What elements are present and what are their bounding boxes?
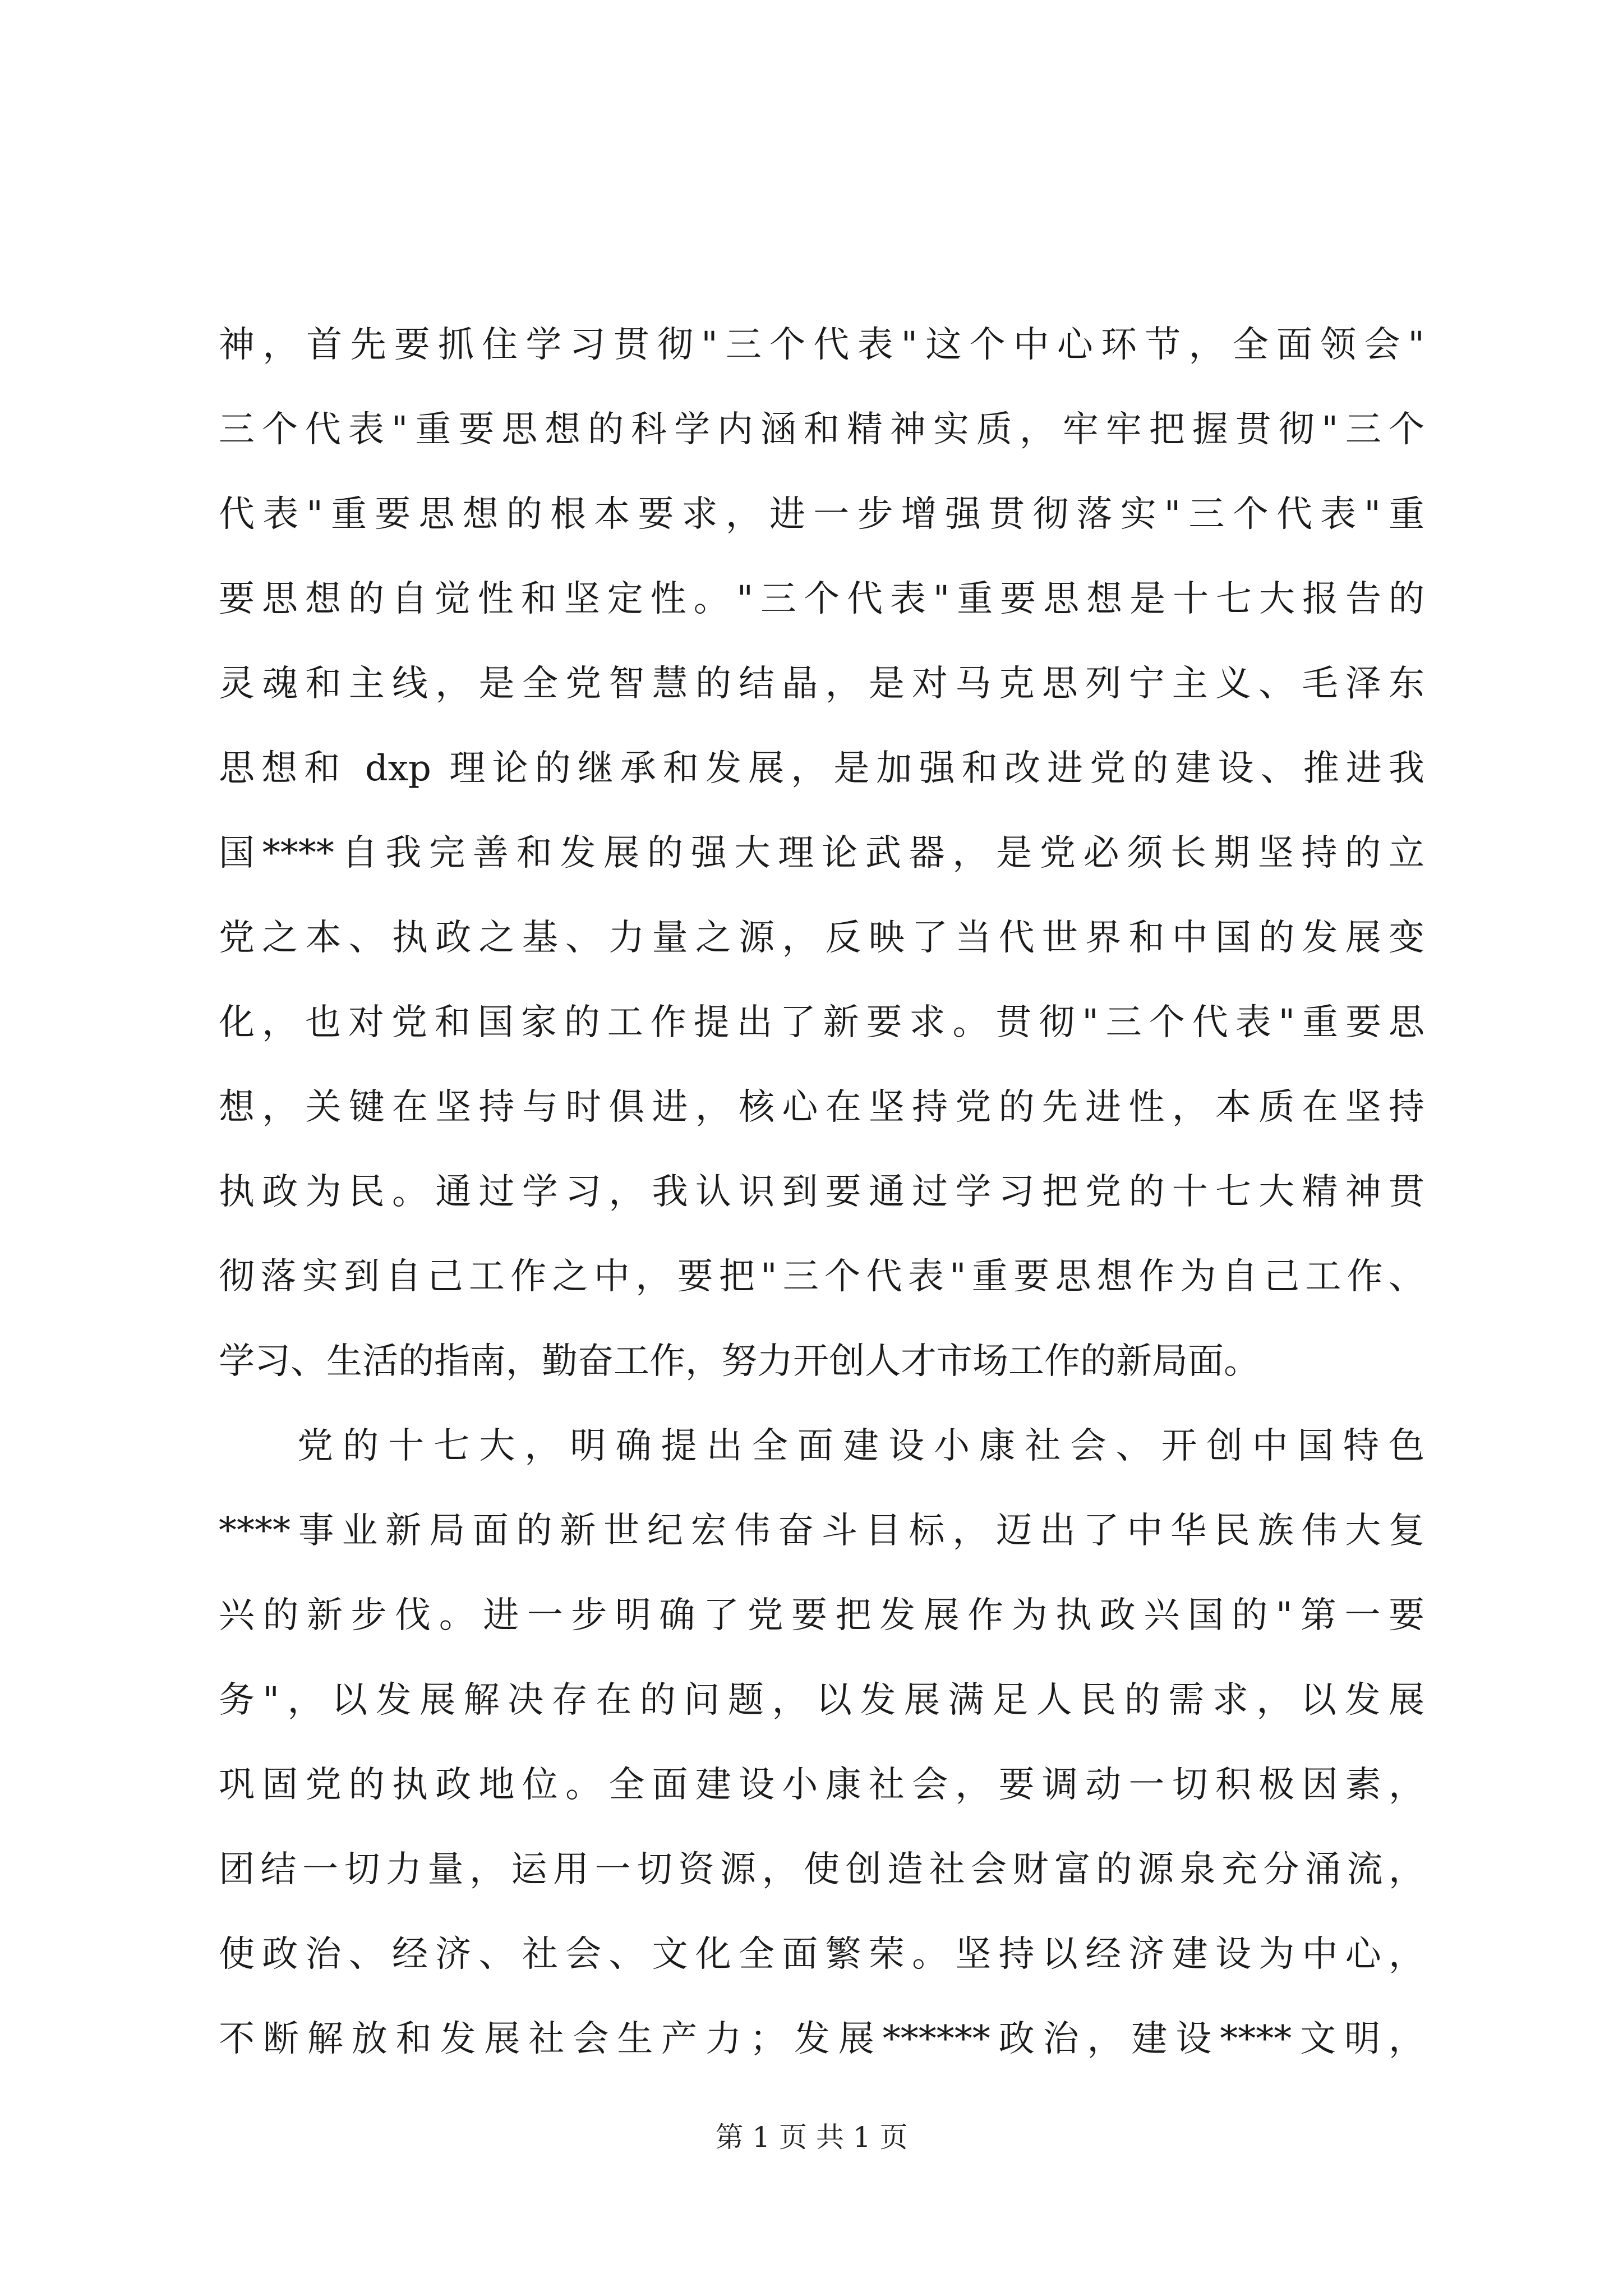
paragraph-1-line-13: 学习、生活的指南，勤奋工作，努力开创人才市场工作的新局面。	[219, 1341, 1260, 1382]
paragraph-2-line-6: 团结一切力量，运用一切资源，使创造社会财富的源泉充分涌流，	[219, 1849, 1424, 1890]
paragraph-1-line-11: 执政为民。通过学习，我认识到要通过学习把党的十七大精神贯	[219, 1171, 1424, 1213]
paragraph-2-line-8: 不断解放和发展社会生产力；发展******政治，建设****文明，	[219, 2018, 1424, 2060]
paragraph-1-line-7: 国****自我完善和发展的强大理论武器，是党必须长期坚持的立	[219, 832, 1424, 874]
paragraph-1-line-5: 灵魂和主线，是全党智慧的结晶，是对马克思列宁主义、毛泽东	[219, 663, 1424, 705]
paragraph-2-line-2: ****事业新局面的新世纪宏伟奋斗目标，迈出了中华民族伟大复	[219, 1510, 1424, 1552]
page-footer: 第 1 页 共 1 页	[715, 2121, 908, 2154]
paragraph-1-line-2: 三个代表"重要思想的科学内涵和精神实质，牢牢把握贯彻"三个	[219, 409, 1424, 450]
paragraph-1-line-10: 想，关键在坚持与时俱进，核心在坚持党的先进性，本质在坚持	[219, 1087, 1424, 1128]
paragraph-2-line-7: 使政治、经济、社会、文化全面繁荣。坚持以经济建设为中心，	[219, 1934, 1424, 1975]
paragraph-1-line-4: 要思想的自觉性和坚定性。"三个代表"重要思想是十七大报告的	[219, 578, 1424, 620]
paragraph-1-line-9: 化，也对党和国家的工作提出了新要求。贯彻"三个代表"重要思	[219, 1002, 1424, 1043]
paragraph-1-line-3: 代表"重要思想的根本要求，进一步增强贯彻落实"三个代表"重	[219, 494, 1424, 535]
paragraph-2-line-1: 党的十七大，明确提出全面建设小康社会、开创中国特色	[297, 1425, 1424, 1467]
paragraph-1-line-1: 神，首先要抓住学习贯彻"三个代表"这个中心环节，全面领会"	[219, 324, 1424, 366]
paragraph-2-line-5: 巩固党的执政地位。全面建设小康社会，要调动一切积极因素，	[219, 1764, 1424, 1806]
paragraph-1-line-6: 思想和 dxp 理论的继承和发展，是加强和改进党的建设、推进我	[219, 748, 1424, 789]
paragraph-2-line-3: 兴的新步伐。进一步明确了党要把发展作为执政兴国的"第一要	[219, 1595, 1424, 1636]
paragraph-1-line-12: 彻落实到自己工作之中，要把"三个代表"重要思想作为自己工作、	[219, 1256, 1424, 1297]
paragraph-1-line-8: 党之本、执政之基、力量之源，反映了当代世界和中国的发展变	[219, 917, 1424, 959]
paragraph-2-line-4: 务"，以发展解决存在的问题，以发展满足人民的需求，以发展	[219, 1680, 1424, 1721]
